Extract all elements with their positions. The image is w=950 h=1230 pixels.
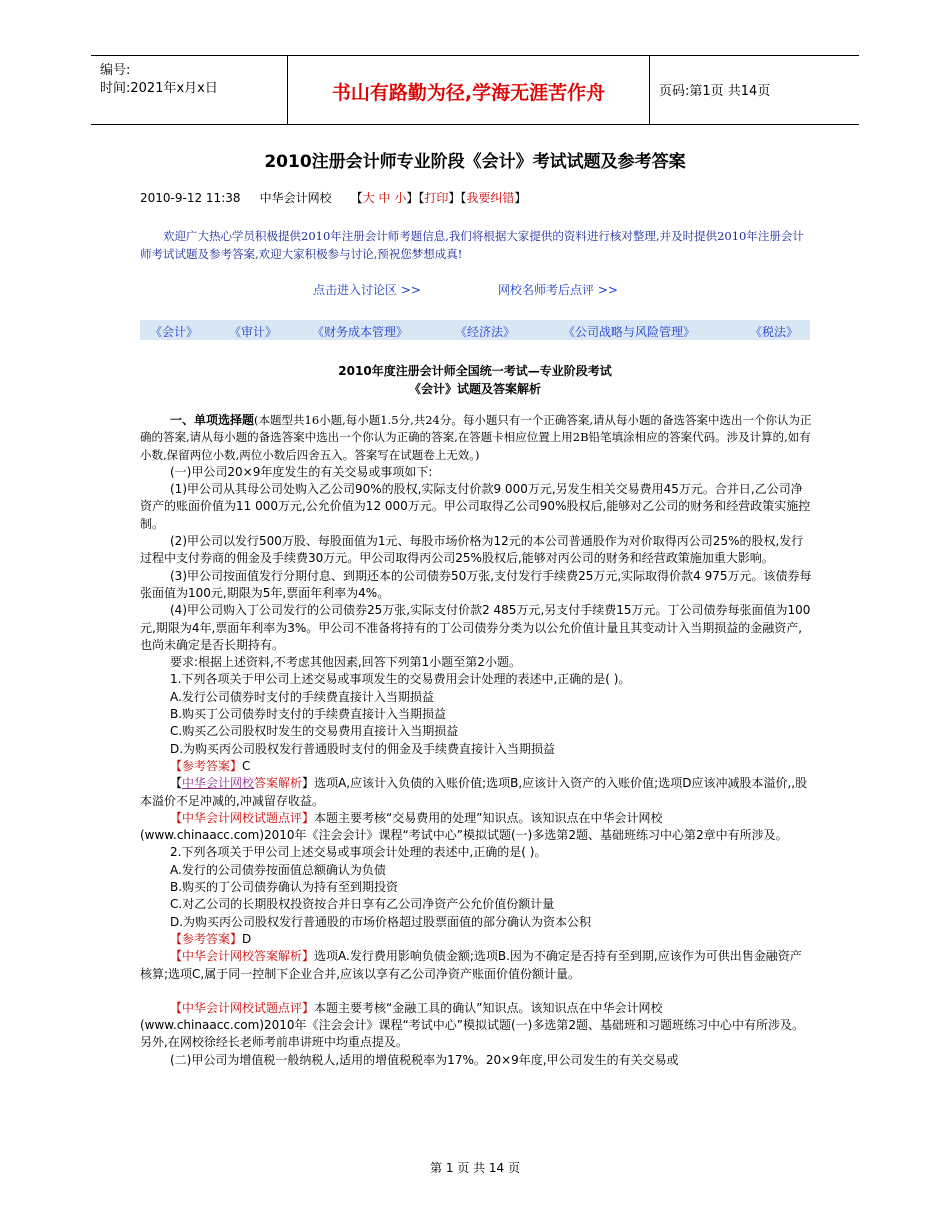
answer-label: 【参考答案】	[170, 931, 243, 946]
explanation-text: 选项A.发行费用影响负债金额;选项B.因为不确定是否持有至到期,应该作为可供出售金融资产核算;选项C,属于同一控制下企业合并,应该以享有乙公司净资产账面价值份额计量。	[140, 949, 802, 981]
part1-heading: 一、单项选择题	[170, 413, 255, 427]
case2-intro: (二)甲公司为增值税一般纳税人,适用的增值税税率为17%。20×9年度,甲公司发生的有关交易或	[170, 1052, 679, 1067]
discussion-link[interactable]: 点击进入讨论区 >>	[313, 283, 421, 297]
page-title: 2010注册会计师专业阶段《会计》考试试题及参考答案	[264, 152, 686, 172]
subject-link-accounting[interactable]: 《会计》	[150, 325, 199, 339]
chinaacc-link[interactable]: 中华会计网校	[182, 776, 255, 791]
question-1-comment	[140, 810, 812, 845]
header-info	[100, 62, 218, 98]
explanation-label: 【中华会计网校答案解析】	[170, 949, 315, 964]
section-title-line1: 2010年度注册会计师全国统一考试—专业阶段考试	[338, 364, 612, 378]
question-1-answer	[140, 758, 812, 775]
question-2-option-b: B.购买的丁公司债券确认为持有至到期投资	[170, 880, 399, 895]
header-page-label: 页码:第1页 共14页	[659, 84, 771, 99]
question-2-explanation	[140, 948, 812, 983]
header-motto: 书山有路勤为径,学海无涯苦作舟	[331, 82, 606, 104]
part1-paragraph	[140, 412, 812, 464]
question-1-option-a: A.发行公司债券时支付的手续费直接计入当期损益	[170, 689, 434, 704]
review-link[interactable]: 网校名师考后点评 >>	[498, 283, 618, 297]
question-2-option-d: D.为购买丙公司股权发行普通股的市场价格超过股票面值的部分确认为资本公积	[170, 914, 592, 929]
case1-item2: (2)甲公司以发行500万股、每股面值为1元、每股市场价格为12元的本公司普通股作为对价取得丙公司25%的股权,发行过程中支付券商的佣金及手续费30万元。甲公司取得丙公司25%股权后,能够对丙公司的财务和经营政策施加重大影响。	[140, 534, 804, 566]
header-divider	[649, 56, 650, 124]
article-meta	[140, 189, 526, 206]
case1-intro: (一)甲公司20×9年度发生的有关交易或事项如下:	[170, 464, 433, 479]
case1-item4: (4)甲公司购入丁公司发行的公司债券25万张,实际支付价款2 485万元,另支付手续费15万元。丁公司债券每张面值为100元,期限为4年,票面年利率为3%。甲公司不准备将持有的丁公司债券分类为以公允价值计量且其变动计入当期损益的金融资产,也尚未确定是否长期持有。	[140, 603, 811, 652]
explanation-label: 答案解析	[254, 776, 303, 791]
case1-requirement: 要求:根据上述资料,不考虑其他因素,回答下列第1小题至第2小题。	[170, 655, 521, 670]
subject-link-tax-law[interactable]: 《税法》	[750, 325, 799, 339]
question-2-option-a: A.发行的公司债券按面值总额确认为负债	[170, 862, 386, 877]
comment-text: 本题主要考核“交易费用的处理”知识点。该知识点在中华会计网校(www.chinaacc.com)2010年《注会会计》课程“考试中心”模拟试题(一)多选第2题、基础班练习中心第2章中有所涉及。	[140, 810, 788, 843]
source-name: 中华会计网校	[259, 191, 332, 205]
answer-value: D	[242, 931, 252, 946]
subject-nav-bar	[140, 320, 810, 340]
comment-text: 本题主要考核“金融工具的确认”知识点。该知识点在中华会计网校(www.chinaacc.com)2010年《注会会计》课程“考试中心”模拟试题(一)多选第2题、基础班和习题班练习中心中有所涉及。另外,在网校徐经长老师考前串讲班中均重点提及。	[140, 1000, 804, 1050]
print-link[interactable]: 【打印】	[418, 191, 461, 205]
welcome-text: 欢迎广大热心学员积极提供2010年注册会计师考题信息,我们将根据大家提供的资料进行核对整理,并及时提供2010年注册会计师考试试题及参考答案,欢迎大家积极参与讨论,预祝您梦想成真!	[140, 229, 804, 261]
page-footer: 第 1 页 共 14 页	[430, 1161, 520, 1175]
question-1-option-b: B.购买丁公司债券时支付的手续费直接计入当期损益	[170, 707, 447, 722]
exam-body	[140, 412, 812, 1069]
comment-label: 【中华会计网校试题点评】	[170, 810, 315, 825]
explanation-text: 选项A,应该计入负债的入账价值;选项B,应该计入资产的入账价值;选项D应该冲减股本溢价,,股本溢价不足冲减的,冲减留存收益。	[140, 776, 808, 808]
time-label: 时间:2021年x月x日	[100, 81, 218, 96]
comment-label: 【中华会计网校试题点评】	[170, 1000, 315, 1015]
subject-link-strategy-risk[interactable]: 《公司战略与风险管理》	[563, 325, 696, 339]
subject-link-financial-cost[interactable]: 《财务成本管理》	[312, 325, 409, 339]
part1-instructions: (本题型共16小题,每小题1.5分,共24分。每小题只有一个正确答案,请从每小题的备选答案中选出一个你认为正确的答案,请从每小题的备选答案中选出一个你认为正确的答案,在答题卡相应位置上用2B铅笔填涂相应的答案代码。涉及计算的,如有小数,保留两位小数,两位小数后四舍五入。答案写在试题卷上无效。)	[140, 413, 812, 462]
paragraph-gap	[140, 983, 812, 1000]
answer-value: C	[242, 758, 251, 773]
document-header	[91, 55, 859, 125]
question-2-option-c: C.对乙公司的长期股权投资按合并日享有乙公司净资产公允价值份额计量	[170, 897, 555, 912]
case1-item3: (3)甲公司按面值发行分期付息、到期还本的公司债券50万张,支付发行手续费25万元,实际取得价款4 975万元。该债券每张面值为100元,期限为5年,票面年利率为4%。	[140, 568, 812, 600]
question-1-option-d: D.为购买丙公司股权发行普通股时支付的佣金及手续费直接计入当期损益	[170, 741, 556, 756]
question-2-comment	[140, 1000, 812, 1052]
case1-item1: (1)甲公司从其母公司处购入乙公司90%的股权,实际支付价款9 000万元,另发生相关交易费用45万元。合并日,乙公司净资产的账面价值为11 000万元,公允价值为12 000万元。甲公司取得乙公司90%股权后,能够对乙公司的财务和经营政策实施控制。	[140, 482, 811, 531]
answer-label: 【参考答案】	[170, 758, 243, 773]
font-size-links[interactable]: 【大 中 小】	[350, 191, 419, 205]
question-1-stem: 1.下列各项关于甲公司上述交易或事项发生的交易费用会计处理的表述中,正确的是( )。	[170, 672, 631, 687]
report-error-link[interactable]: 【我要纠错】	[460, 191, 527, 205]
question-1-option-c: C.购买乙公司股权时发生的交易费用直接计入当期损益	[170, 724, 459, 739]
question-2-answer	[140, 931, 812, 948]
number-label: 编号:	[100, 63, 131, 78]
section-title-line2: 《会计》试题及答案解析	[408, 382, 541, 396]
subject-link-audit[interactable]: 《审计》	[229, 325, 278, 339]
question-2-stem: 2.下列各项关于甲公司上述交易或事项会计处理的表述中,正确的是( )。	[170, 845, 547, 860]
question-1-explanation: 【中华会计网校答案解析】选项A,应该计入负债的入账价值;选项B,应该计入资产的入账价值;选项D应该冲减股本溢价,,股本溢价不足冲减的,冲减留存收益。	[140, 776, 808, 808]
subject-link-economic-law[interactable]: 《经济法》	[455, 325, 516, 339]
publish-datetime: 2010-9-12 11:38	[140, 191, 241, 205]
